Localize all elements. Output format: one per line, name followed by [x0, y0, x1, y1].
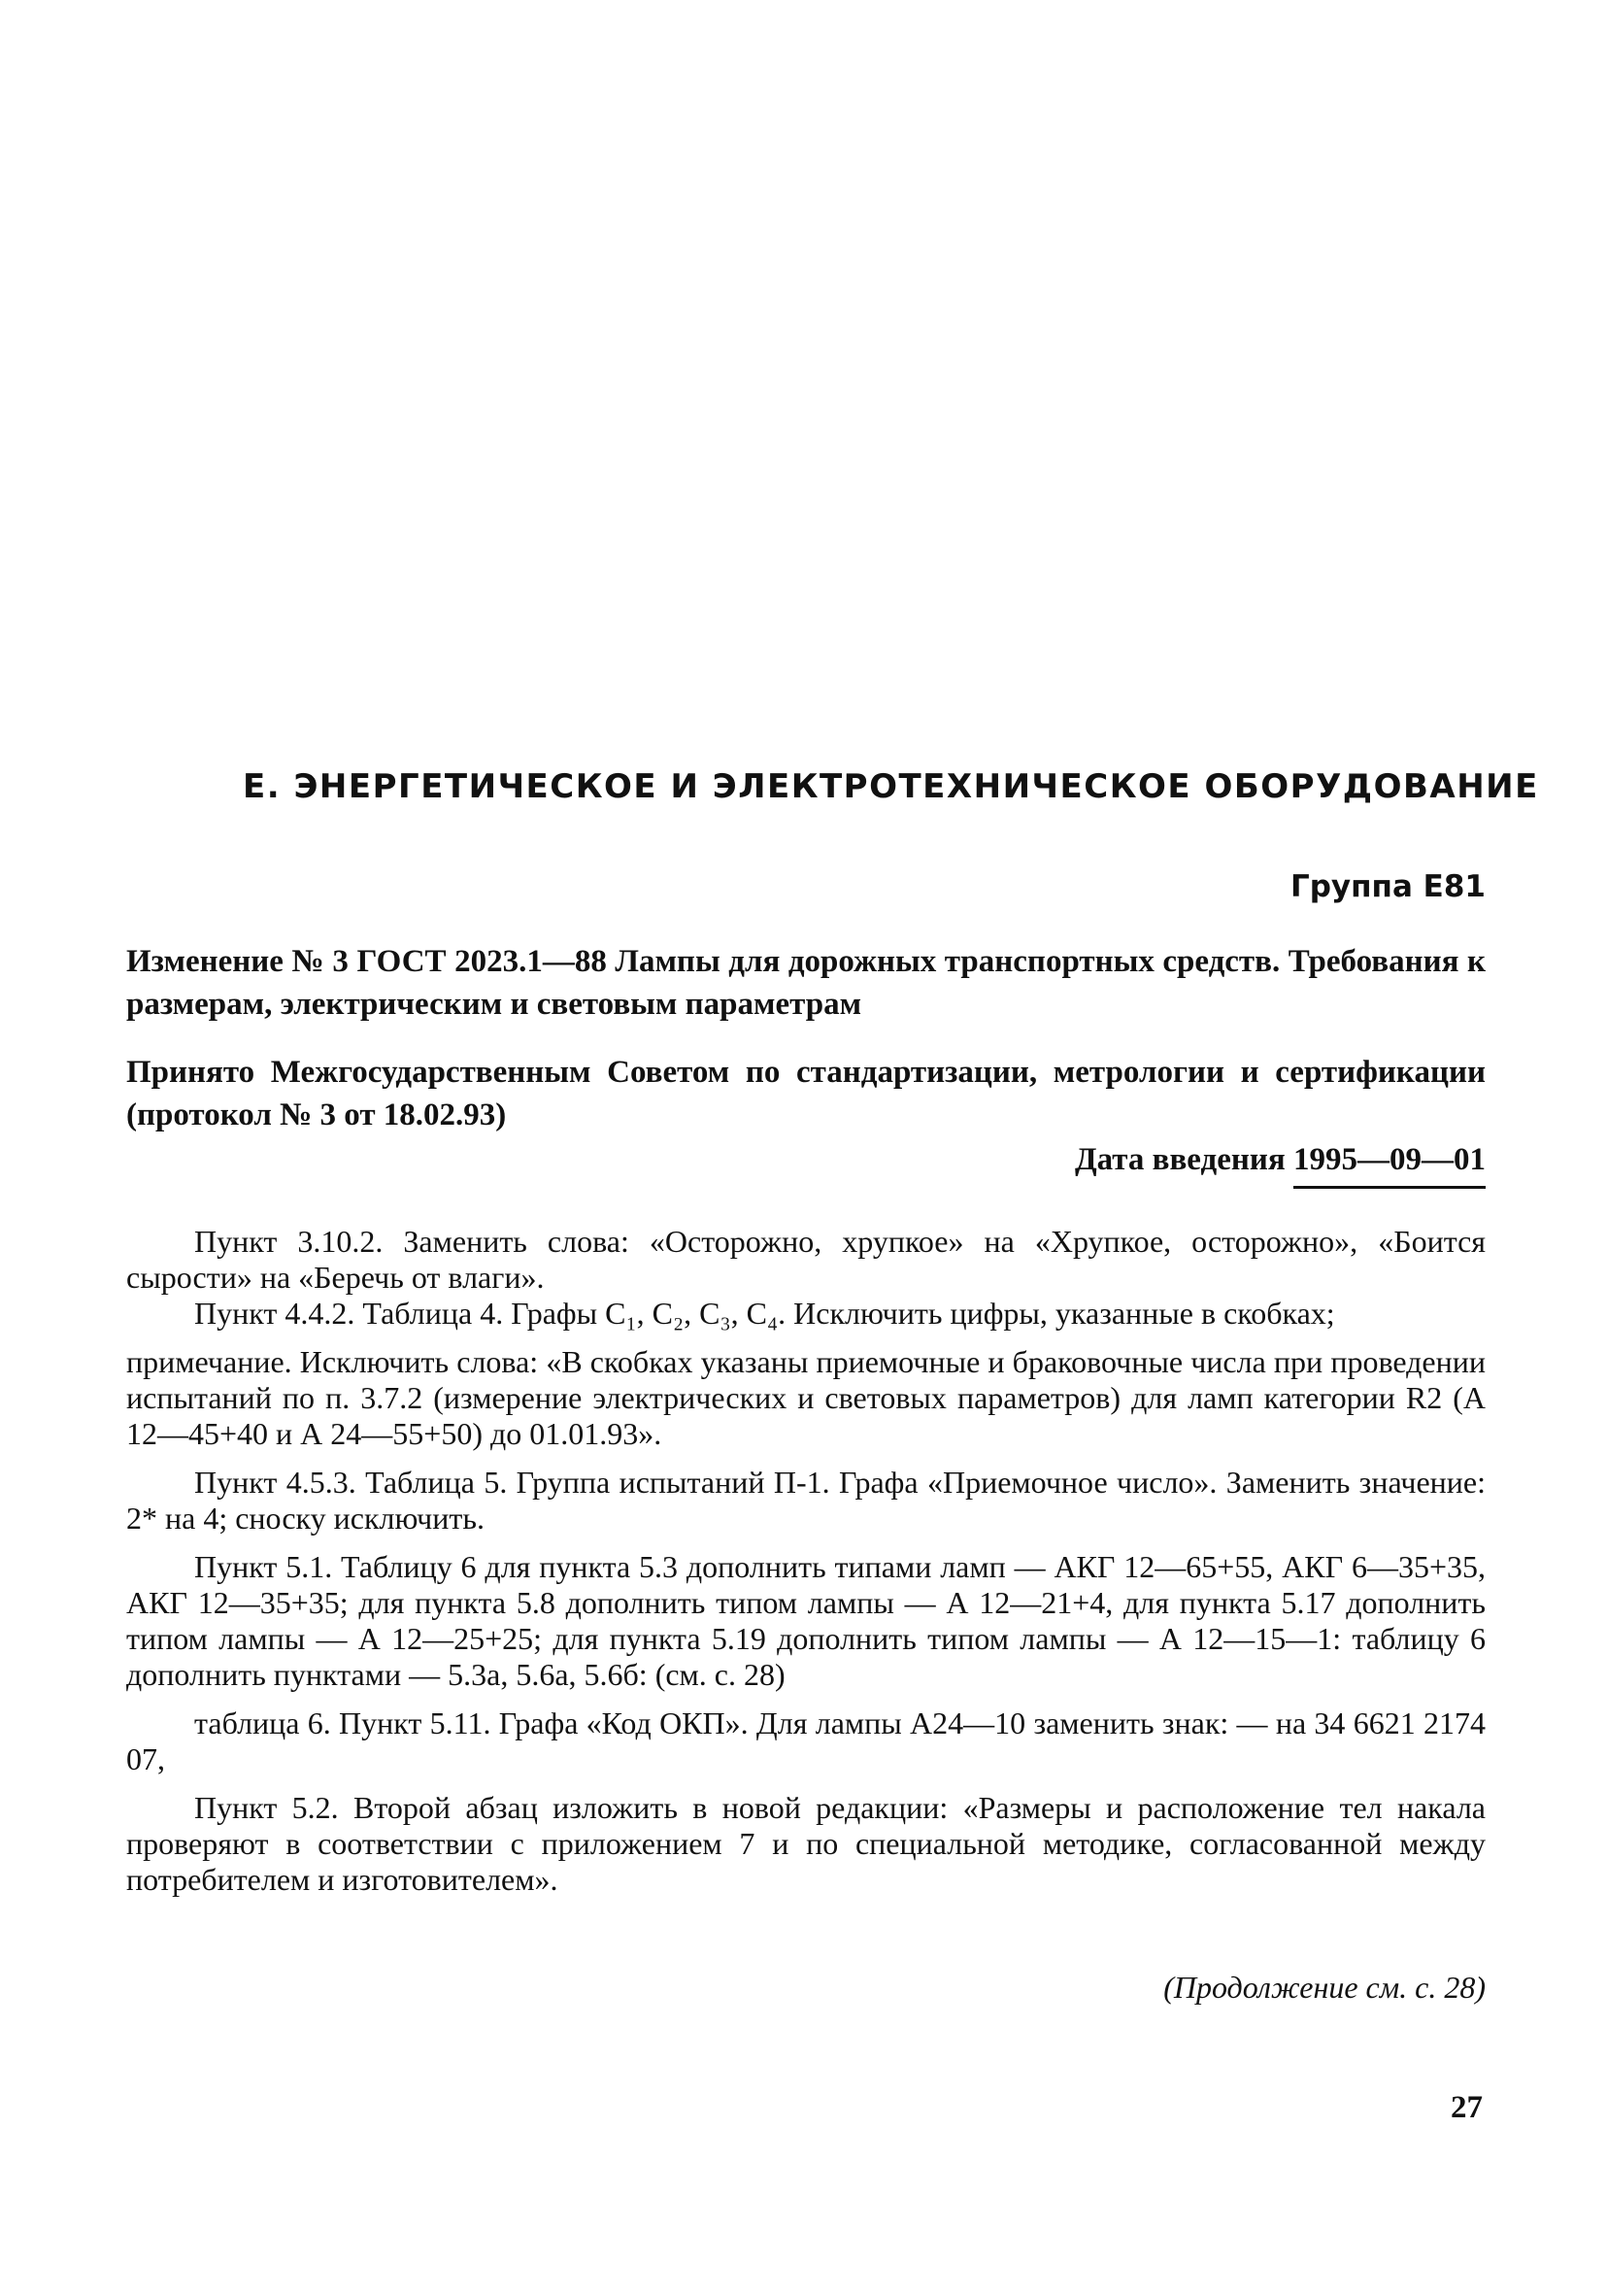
paragraph-table-6: таблица 6. Пункт 5.11. Графа «Код ОКП». Для лампы А24—10 заменить знак: — на 34 6621 2174 07,: [126, 1705, 1486, 1776]
introduction-date: [1075, 1142, 1486, 1189]
paragraph-4-5-3: Пункт 4.5.3. Таблица 5. Группа испытаний П-1. Графа «Приемочное число». Заменить значение: 2* на 4; сноску исключить.: [126, 1465, 1486, 1536]
section-heading: Е. ЭНЕРГЕТИЧЕСКОЕ И ЭЛЕКТРОТЕХНИЧЕСКОЕ ОБОРУДОВАНИЕ: [243, 767, 1539, 806]
paragraph-note: примечание. Исключить слова: «В скобках указаны приемочные и браковочные числа при проведении испытаний по п. 3.7.2 (измерение электрических и световых параметров) для ламп категории R2 (А 12—45+40 и А 24—55+50) до 01.01.93».: [126, 1344, 1486, 1451]
date-value: 1995—09—01: [1293, 1142, 1486, 1189]
paragraph-3-10-2: Пункт 3.10.2. Заменить слова: «Осторожно, хрупкое» на «Хрупкое, осторожно», «Боится сырости» на «Беречь от влаги».: [126, 1224, 1486, 1295]
group-label: Группа Е81: [1289, 869, 1486, 904]
adopted-by: Принято Межгосударственным Советом по стандартизации, метрологии и сертификации (протокол № 3 от 18.02.93): [126, 1055, 1486, 1132]
paragraph-5-1: Пункт 5.1. Таблицу 6 для пункта 5.3 дополнить типами ламп — АКГ 12—65+55, АКГ 6—35+35, АКГ 12—35+35; для пункта 5.8 дополнить типом лампы — А 12—21+4, для пункта 5.17 дополнить типом лампы — А 12—25+25; для пункта 5.19 дополнить типом лампы — А 12—15—1: таблицу 6 дополнить пунктами — 5.3а, 5.6а, 5.6б: (см. с. 28): [126, 1549, 1486, 1692]
page-number: 27: [1451, 2090, 1483, 2125]
date-label: Дата введения: [1074, 1142, 1286, 1177]
body-text: [126, 1224, 1486, 1910]
paragraph-4-4-2: Пункт 4.4.2. Таблица 4. Графы C₁, C₂, C₃, C₄. Исключить цифры, указанные в скобках;: [194, 1296, 1335, 1331]
continuation-note: (Продолжение см. с. 28): [1163, 1970, 1486, 2005]
paragraph-5-2: Пункт 5.2. Второй абзац изложить в новой редакции: «Размеры и расположение тел накала проверяют в соответствии с приложением 7 и по специальной методике, согласованной между потребителем и изготовителем».: [126, 1790, 1486, 1897]
amendment-title: Изменение № 3 ГОСТ 2023.1—88 Лампы для дорожных транспортных средств. Требования к размерам, электрическим и световым параметрам: [126, 944, 1486, 1022]
